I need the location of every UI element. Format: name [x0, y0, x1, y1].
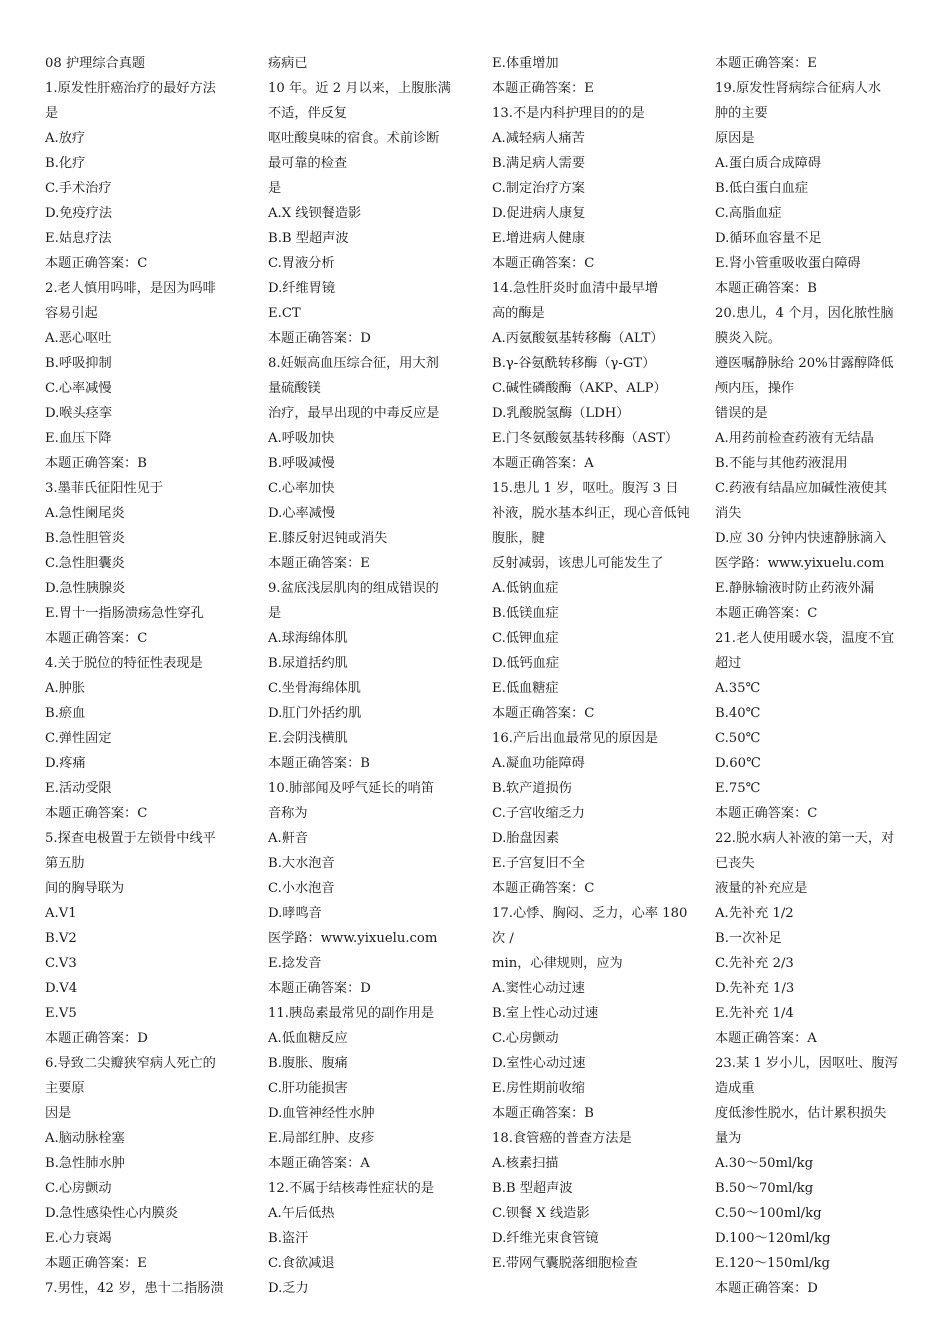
text-line: B.低白蛋白血症	[715, 181, 809, 196]
text-line: 本题正确答案：B	[492, 1106, 595, 1121]
text-line: 反射减弱，该患儿可能发生了	[492, 556, 664, 571]
text-line: 4.关于脱位的特征性表现是	[45, 656, 203, 671]
text-line: E.CT	[268, 306, 301, 321]
text-line: D.纤维胃镜	[268, 281, 336, 296]
text-line: A.核素扫描	[492, 1156, 559, 1171]
text-line: 错误的是	[715, 406, 768, 421]
text-line: 21.老人使用暖水袋，温度不宜	[715, 631, 895, 646]
text-line: 颅内压，操作	[715, 381, 795, 396]
text-line: 腹胀，腱	[492, 531, 545, 546]
text-line: 间的胸导联为	[45, 881, 125, 896]
text-line: E.姑息疗法	[45, 231, 112, 246]
text-line: 呕吐酸臭味的宿食。术前诊断	[268, 131, 440, 146]
text-line: 本题正确答案：B	[268, 756, 371, 771]
text-line: D.心率减慢	[268, 506, 336, 521]
text-line: E.75℃	[715, 781, 761, 796]
text-line: 9.盆底浅层肌肉的组成错误的	[268, 581, 439, 596]
text-line: 本题正确答案：D	[268, 331, 371, 346]
text-line: 消失	[715, 506, 742, 521]
text-line: 容易引起	[45, 306, 98, 321]
text-line: A.肿胀	[45, 681, 86, 696]
text-column-3	[492, 51, 697, 1276]
text-line: 量硫酸镁	[268, 381, 321, 396]
text-line: A.减轻病人痛苦	[492, 131, 585, 146]
text-line: E.增进病人健康	[492, 231, 585, 246]
text-line: 本题正确答案：E	[268, 556, 370, 571]
text-line: 遵医嘱静脉给 20%甘露醇降低	[715, 356, 894, 371]
text-line: 本题正确答案：B	[45, 456, 148, 471]
text-line: 本题正确答案：A	[715, 1031, 817, 1046]
text-line: B.腹胀、腹痛	[268, 1056, 348, 1071]
text-line: 3.墨菲氏征阳性见于	[45, 481, 164, 496]
text-line: 本题正确答案：A	[492, 456, 594, 471]
text-line: A.鼾音	[268, 831, 309, 846]
text-line: D.喉头痉挛	[45, 406, 113, 421]
text-line: 高的酶是	[492, 306, 545, 321]
text-line: 22.脱水病人补液的第一天，对	[715, 831, 895, 846]
text-line: E.静脉输液时防止药液外漏	[715, 581, 874, 596]
text-line: 15.患儿 1 岁，呕吐。腹泻 3 日	[492, 481, 679, 496]
text-line: 6.导致二尖瓣狭窄病人死亡的	[45, 1056, 216, 1071]
text-line: 是	[45, 106, 59, 121]
text-line: B.尿道括约肌	[268, 656, 348, 671]
text-line: A.急性阑尾炎	[45, 506, 125, 521]
text-line: 第五肋	[45, 856, 85, 871]
text-line: B.化疗	[45, 156, 86, 171]
text-line: 23.某 1 岁小儿，因呕吐、腹泻	[715, 1056, 898, 1071]
text-line: 11.胰岛素最常见的副作用是	[268, 1006, 435, 1021]
text-line: C.小水泡音	[268, 881, 335, 896]
text-line: 次 /	[492, 931, 514, 946]
text-line: B.瘀血	[45, 706, 86, 721]
text-line: B.40℃	[715, 706, 761, 721]
text-line: 7.男性，42 岁，患十二指肠溃	[45, 1281, 224, 1296]
text-line: C.碱性磷酸酶（AKP、ALP）	[492, 381, 667, 396]
text-line: A.呼吸加快	[268, 431, 335, 446]
text-line: C.食欲减退	[268, 1256, 335, 1271]
text-line: D.促进病人康复	[492, 206, 586, 221]
text-line: D.乳酸脱氢酶（LDH）	[492, 406, 630, 421]
text-line: 14.急性肝炎时血清中最早增	[492, 281, 659, 296]
text-column-4	[715, 51, 920, 1301]
text-line: 本题正确答案：C	[492, 706, 595, 721]
text-line: A.恶心呕吐	[45, 331, 112, 346]
text-line: 本题正确答案：D	[268, 981, 371, 996]
text-line: 膜炎入院。	[715, 331, 781, 346]
text-line: A.凝血功能障碍	[492, 756, 585, 771]
text-line: B.急性肺水肿	[45, 1156, 125, 1171]
text-line: C.急性胆囊炎	[45, 556, 125, 571]
text-line: 超过	[715, 656, 742, 671]
text-line: 20.患儿，4 个月，因化脓性脑	[715, 306, 894, 321]
text-line: B.呼吸减慢	[268, 456, 335, 471]
text-line: E.捻发音	[268, 956, 322, 971]
text-line: 本题正确答案：D	[715, 1281, 818, 1296]
text-line: C.50℃	[715, 731, 761, 746]
text-line: B.急性胆管炎	[45, 531, 125, 546]
text-line: B.呼吸抑制	[45, 356, 112, 371]
text-line: B.γ-谷氨酰转移酶（γ-GT）	[492, 356, 656, 371]
text-line: C.心率减慢	[45, 381, 112, 396]
text-line: D.低钙血症	[492, 656, 560, 671]
text-line: A.先补充 1/2	[715, 906, 794, 921]
text-line: D.循环血容量不足	[715, 231, 822, 246]
text-line: D.急性胰腺炎	[45, 581, 126, 596]
text-line: A.脑动脉栓塞	[45, 1131, 125, 1146]
text-line: 本题正确答案：C	[715, 606, 818, 621]
text-line: 原因是	[715, 131, 755, 146]
text-line: D.血管神经性水肿	[268, 1106, 375, 1121]
text-line: A.球海绵体肌	[268, 631, 348, 646]
text-line: 08 护理综合真题	[45, 56, 146, 71]
text-line: D.先补充 1/3	[715, 981, 795, 996]
text-line: 18.食管癌的普查方法是	[492, 1131, 632, 1146]
text-line: C.50～100ml/kg	[715, 1206, 822, 1221]
text-line: A.低血糖反应	[268, 1031, 348, 1046]
text-line: 量为	[715, 1131, 742, 1146]
text-line: 是	[268, 606, 282, 621]
text-line: 本题正确答案：E	[45, 1256, 147, 1271]
text-line: C.弹性固定	[45, 731, 112, 746]
text-line: B.B 型超声波	[268, 231, 349, 246]
text-line: A.X 线钡餐造影	[268, 206, 362, 221]
text-line: 本题正确答案：C	[715, 806, 818, 821]
text-line: C.心房颤动	[492, 1031, 559, 1046]
text-line: 本题正确答案：C	[492, 256, 595, 271]
text-line: 13.不是内科护理目的的是	[492, 106, 645, 121]
text-line: C.V3	[45, 956, 77, 971]
text-line: D.乏力	[268, 1281, 309, 1296]
text-line: 主要原	[45, 1081, 85, 1096]
text-line: B.低镁血症	[492, 606, 559, 621]
text-line: D.60℃	[715, 756, 761, 771]
text-line: D.哮鸣音	[268, 906, 322, 921]
text-line: C.心率加快	[268, 481, 335, 496]
text-line: min，心律规则，应为	[492, 956, 623, 971]
text-line: 是	[268, 181, 282, 196]
text-line: E.门冬氨酸氨基转移酶（AST）	[492, 431, 679, 446]
text-line: B.50～70ml/kg	[715, 1181, 814, 1196]
text-line: 液量的补充应是	[715, 881, 808, 896]
text-line: 2.老人慎用吗啡，是因为吗啡	[45, 281, 216, 296]
text-line: 本题正确答案：E	[492, 81, 594, 96]
text-line: E.房性期前收缩	[492, 1081, 585, 1096]
text-line: C.高脂血症	[715, 206, 782, 221]
text-line: 12.不属于结核毒性症状的是	[268, 1181, 435, 1196]
text-line: E.体重增加	[492, 56, 559, 71]
text-line: 10.肺部闻及呼气延长的哨笛	[268, 781, 435, 796]
text-line: B.B 型超声波	[492, 1181, 573, 1196]
text-line: E.先补充 1/4	[715, 1006, 794, 1021]
text-column-1	[45, 51, 250, 1301]
text-line: 最可靠的检查	[268, 156, 348, 171]
text-line: 因是	[45, 1106, 72, 1121]
text-line: B.不能与其他药液混用	[715, 456, 848, 471]
text-line: A.蛋白质合成障碍	[715, 156, 822, 171]
text-line: C.药液有结晶应加碱性液使其	[715, 481, 888, 496]
text-line: 本题正确答案：A	[268, 1156, 370, 1171]
text-line: D.疼痛	[45, 756, 86, 771]
text-line: E.血压下降	[45, 431, 112, 446]
text-line: E.子宫复旧不全	[492, 856, 585, 871]
text-line: 8.妊娠高血压综合征，用大剂	[268, 356, 439, 371]
text-line: 10 年。近 2 月以来，上腹胀满	[268, 81, 451, 96]
text-line: 17.心悸、胸闷、乏力，心率 180	[492, 906, 688, 921]
text-line: E.心力衰竭	[45, 1231, 112, 1246]
text-line: 1.原发性肝癌治疗的最好方法	[45, 81, 216, 96]
text-line: 治疗，最早出现的中毒反应是	[268, 406, 440, 421]
text-line: E.会阴浅横肌	[268, 731, 348, 746]
text-line: C.坐骨海绵体肌	[268, 681, 361, 696]
text-line: C.钡餐 X 线造影	[492, 1206, 590, 1221]
text-line: A.放疗	[45, 131, 86, 146]
text-line: D.室性心动过速	[492, 1056, 586, 1071]
text-line: A.35℃	[715, 681, 761, 696]
text-line: 本题正确答案：C	[492, 881, 595, 896]
text-line: 本题正确答案：C	[45, 806, 148, 821]
text-line: E.胃十一指肠溃疡急性穿孔	[45, 606, 204, 621]
text-line: B.室上性心动过速	[492, 1006, 599, 1021]
text-line: 本题正确答案：B	[715, 281, 818, 296]
text-line: 不适，伴反复	[268, 106, 348, 121]
text-line: E.带网气囊脱落细胞检查	[492, 1256, 638, 1271]
text-line: C.先补充 2/3	[715, 956, 794, 971]
text-line: D.V4	[45, 981, 78, 996]
text-line: 本题正确答案：C	[45, 631, 148, 646]
text-line: B.一次补足	[715, 931, 782, 946]
text-line: E.V5	[45, 1006, 77, 1021]
text-line: C.制定治疗方案	[492, 181, 585, 196]
text-line: D.免疫疗法	[45, 206, 113, 221]
text-line: C.手术治疗	[45, 181, 112, 196]
text-line: 本题正确答案：D	[45, 1031, 148, 1046]
text-line: 疡病已	[268, 56, 308, 71]
text-column-2	[268, 51, 473, 1301]
text-line: D.100～120ml/kg	[715, 1231, 831, 1246]
text-line: E.低血糖症	[492, 681, 559, 696]
text-line: E.膝反射迟钝或消失	[268, 531, 388, 546]
text-line: E.活动受限	[45, 781, 112, 796]
text-line: 度低渗性脱水，估计累积损失	[715, 1106, 887, 1121]
text-line: 5.探查电极置于左锁骨中线平	[45, 831, 216, 846]
text-line: C.心房颤动	[45, 1181, 112, 1196]
text-line: A.低钠血症	[492, 581, 559, 596]
text-line: C.子宫收缩乏力	[492, 806, 585, 821]
text-line: 本题正确答案：C	[45, 256, 148, 271]
text-line: 医学路：www.yixuelu.com	[268, 931, 438, 946]
text-line: C.肝功能损害	[268, 1081, 348, 1096]
text-line: B.大水泡音	[268, 856, 335, 871]
text-line: D.肛门外括约肌	[268, 706, 362, 721]
text-line: E.肾小管重吸收蛋白障碍	[715, 256, 861, 271]
text-line: 造成重	[715, 1081, 755, 1096]
text-line: 19.原发性肾病综合征病人水	[715, 81, 882, 96]
text-line: A.午后低热	[268, 1206, 335, 1221]
text-line: B.满足病人需要	[492, 156, 586, 171]
text-line: D.纤维光束食管镜	[492, 1231, 599, 1246]
text-line: A.用药前检查药液有无结晶	[715, 431, 874, 446]
text-line: A.丙氨酸氨基转移酶（ALT）	[492, 331, 664, 346]
text-line: E.局部红肿、皮疹	[268, 1131, 375, 1146]
text-line: 医学路：www.yixuelu.com	[715, 556, 885, 571]
text-line: C.胃液分析	[268, 256, 335, 271]
text-line: 肿的主要	[715, 106, 768, 121]
text-line: C.低钾血症	[492, 631, 559, 646]
text-line: A.30～50ml/kg	[715, 1156, 814, 1171]
text-line: 音称为	[268, 806, 308, 821]
text-line: B.软产道损伤	[492, 781, 572, 796]
text-line: 16.产后出血最常见的原因是	[492, 731, 659, 746]
text-line: A.窦性心动过速	[492, 981, 585, 996]
text-line: 补液，脱水基本纠正，现心音低钝	[492, 506, 690, 521]
text-line: D.急性感染性心内膜炎	[45, 1206, 178, 1221]
text-line: D.胎盘因素	[492, 831, 560, 846]
text-line: D.应 30 分钟内快速静脉滴入	[715, 531, 887, 546]
text-line: 已丧失	[715, 856, 755, 871]
text-line: E.120～150ml/kg	[715, 1256, 830, 1271]
text-line: B.V2	[45, 931, 77, 946]
text-line: A.V1	[45, 906, 77, 921]
text-line: B.盗汗	[268, 1231, 309, 1246]
text-line: 本题正确答案：E	[715, 56, 817, 71]
